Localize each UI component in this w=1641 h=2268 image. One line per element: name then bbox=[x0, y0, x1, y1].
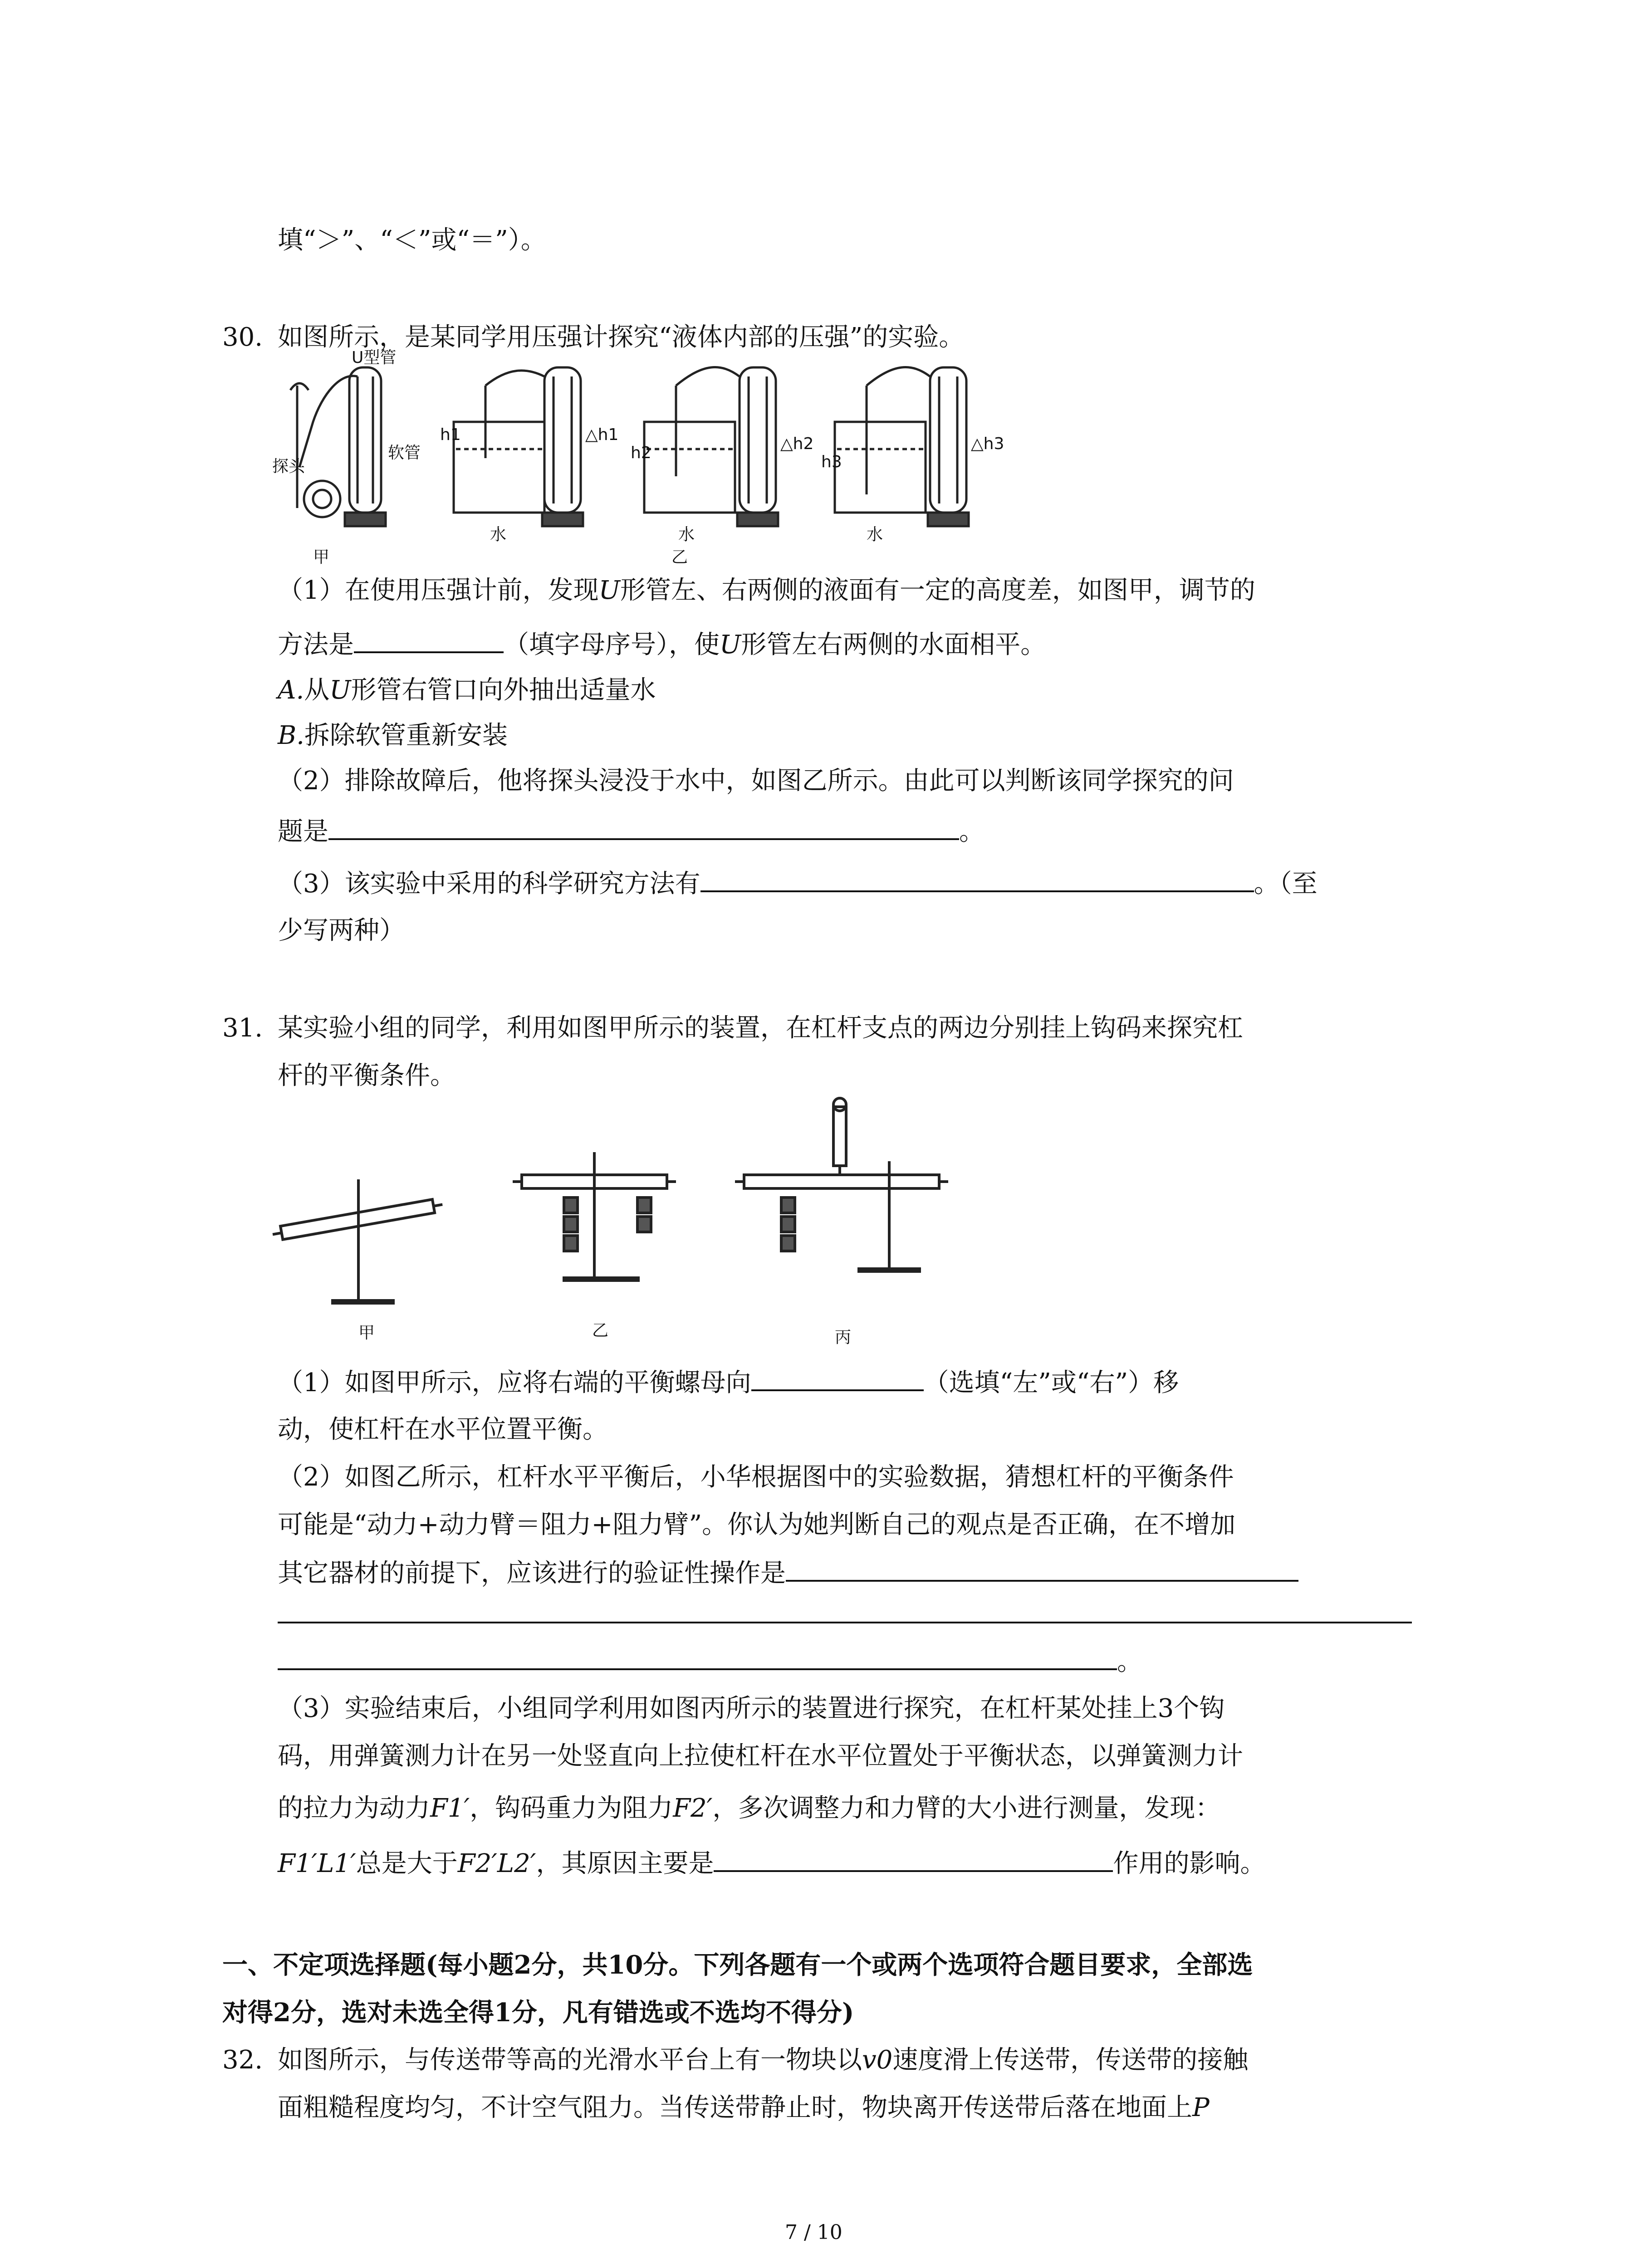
q31-p2-line3: 其它器材的前提下，应该进行的验证性操作是 bbox=[278, 1554, 1298, 1593]
q31-p2-line2: 可能是“动力+动力臂＝阻力+阻力臂”。你认为她判断自己的观点是否正确，在不增加 bbox=[278, 1510, 1236, 1540]
q31-blank-1[interactable] bbox=[751, 1363, 924, 1391]
q31-p3-line3: 的拉力为动力F1′，钩码重力为阻力F2′，多次调整力和力臂的大小进行测量，发现： bbox=[278, 1794, 1221, 1823]
label-h2: h2 bbox=[631, 444, 652, 462]
fig-label-bing: 丙 bbox=[835, 1328, 852, 1347]
q31-number: 31. bbox=[222, 1013, 263, 1043]
label-yi: 乙 bbox=[671, 548, 688, 567]
section-header-line2: 对得2分，选对未选全得1分，凡有错选或不选均不得分) bbox=[222, 1998, 854, 2028]
label-h1: h1 bbox=[440, 425, 461, 444]
q31-p2-line5: 。 bbox=[278, 1642, 1142, 1681]
q31-stem-line1: 某实验小组的同学，利用如图甲所示的装置，在杠杆支点的两边分别挂上钩码来探究杠 bbox=[278, 1013, 1243, 1043]
q30-p1-line2: 方法是 （填字母序号），使U形管左右两侧的水面相平。 bbox=[278, 625, 1046, 664]
q30-option-b: B.拆除软管重新安装 bbox=[278, 721, 508, 750]
q30-blank-2[interactable] bbox=[328, 812, 959, 840]
q30-option-a: A.从U形管右管口向外抽出适量水 bbox=[278, 675, 656, 705]
fig-label-yi: 乙 bbox=[592, 1321, 609, 1340]
q31-p1-line2: 动，使杠杆在水平位置平衡。 bbox=[278, 1415, 608, 1444]
q31-p3-line1: （3）实验结束后，小组同学利用如图丙所示的装置进行探究，在杠杆某处挂上3个钩 bbox=[278, 1694, 1225, 1723]
q31-p3-line2: 码，用弹簧测力计在另一处竖直向上拉使杠杆在水平位置处于平衡状态，以弹簧测力计 bbox=[278, 1741, 1243, 1771]
q31-p2-line1: （2）如图乙所示，杠杆水平平衡后，小华根据图中的实验数据，猜想杠杆的平衡条件 bbox=[278, 1462, 1234, 1492]
q30-stem: 如图所示，是某同学用压强计探究“液体内部的压强”的实验。 bbox=[278, 323, 965, 352]
q30-blank-1[interactable] bbox=[354, 625, 504, 653]
q30-p3-line2: 少写两种） bbox=[278, 916, 405, 945]
label-water-2: 水 bbox=[678, 525, 695, 544]
q31-blank-2b[interactable] bbox=[278, 1622, 1412, 1623]
pressure-gauge-figure bbox=[272, 348, 1043, 567]
q30-p2-line2: 题是 。 bbox=[278, 812, 985, 851]
fig-label-jia: 甲 bbox=[358, 1324, 375, 1342]
label-water-1: 水 bbox=[490, 525, 507, 544]
q32-number: 32. bbox=[222, 2045, 263, 2075]
q32-line2: 面粗糙程度均匀，不计空气阻力。当传送带静止时，物块离开传送带后落在地面上P bbox=[278, 2093, 1210, 2122]
page-number: 7 / 10 bbox=[785, 2221, 843, 2244]
label-u-tube: U型管 bbox=[352, 348, 397, 367]
label-h3: h3 bbox=[821, 453, 842, 471]
top-line: 填“＞”、“＜”或“＝”）。 bbox=[278, 225, 546, 255]
q31-blank-3[interactable] bbox=[714, 1844, 1113, 1872]
label-water-3: 水 bbox=[867, 525, 883, 544]
q31-stem-line2: 杆的平衡条件。 bbox=[278, 1061, 456, 1090]
q30-p3-line1: （3）该实验中采用的科学研究方法有 。（至 bbox=[278, 864, 1318, 903]
q31-blank-2a[interactable] bbox=[786, 1554, 1298, 1582]
q30-p1-line1: （1）在使用压强计前，发现U形管左、右两侧的液面有一定的高度差，如图甲，调节的 bbox=[278, 576, 1255, 605]
label-dh1: △h1 bbox=[585, 425, 619, 444]
label-dh3: △h3 bbox=[971, 435, 1004, 453]
q30-number: 30. bbox=[222, 323, 263, 352]
q30-blank-3[interactable] bbox=[700, 864, 1254, 892]
q31-p1-line1: （1）如图甲所示，应将右端的平衡螺母向 （选填“左”或“右”）移 bbox=[278, 1363, 1179, 1402]
label-probe: 探头 bbox=[272, 457, 305, 476]
section-header-line1: 一、不定项选择题(每小题2分，共10分。下列各题有一个或两个选项符合题目要求，全部选 bbox=[222, 1950, 1253, 1980]
label-dh2: △h2 bbox=[780, 435, 814, 453]
q31-blank-2c[interactable] bbox=[278, 1642, 1117, 1670]
label-jia: 甲 bbox=[313, 548, 330, 567]
label-soft-tube: 软管 bbox=[388, 444, 421, 462]
q31-p3-line4: F1′L1′总是大于F2′L2′，其原因主要是 作用的影响。 bbox=[278, 1844, 1265, 1883]
lever-figure bbox=[272, 1098, 975, 1352]
q30-p2-line1: （2）排除故障后，他将探头浸没于水中，如图乙所示。由此可以判断该同学探究的问 bbox=[278, 766, 1234, 796]
q32-line1: 如图所示，与传送带等高的光滑水平台上有一物块以v0速度滑上传送带，传送带的接触 bbox=[278, 2045, 1249, 2075]
